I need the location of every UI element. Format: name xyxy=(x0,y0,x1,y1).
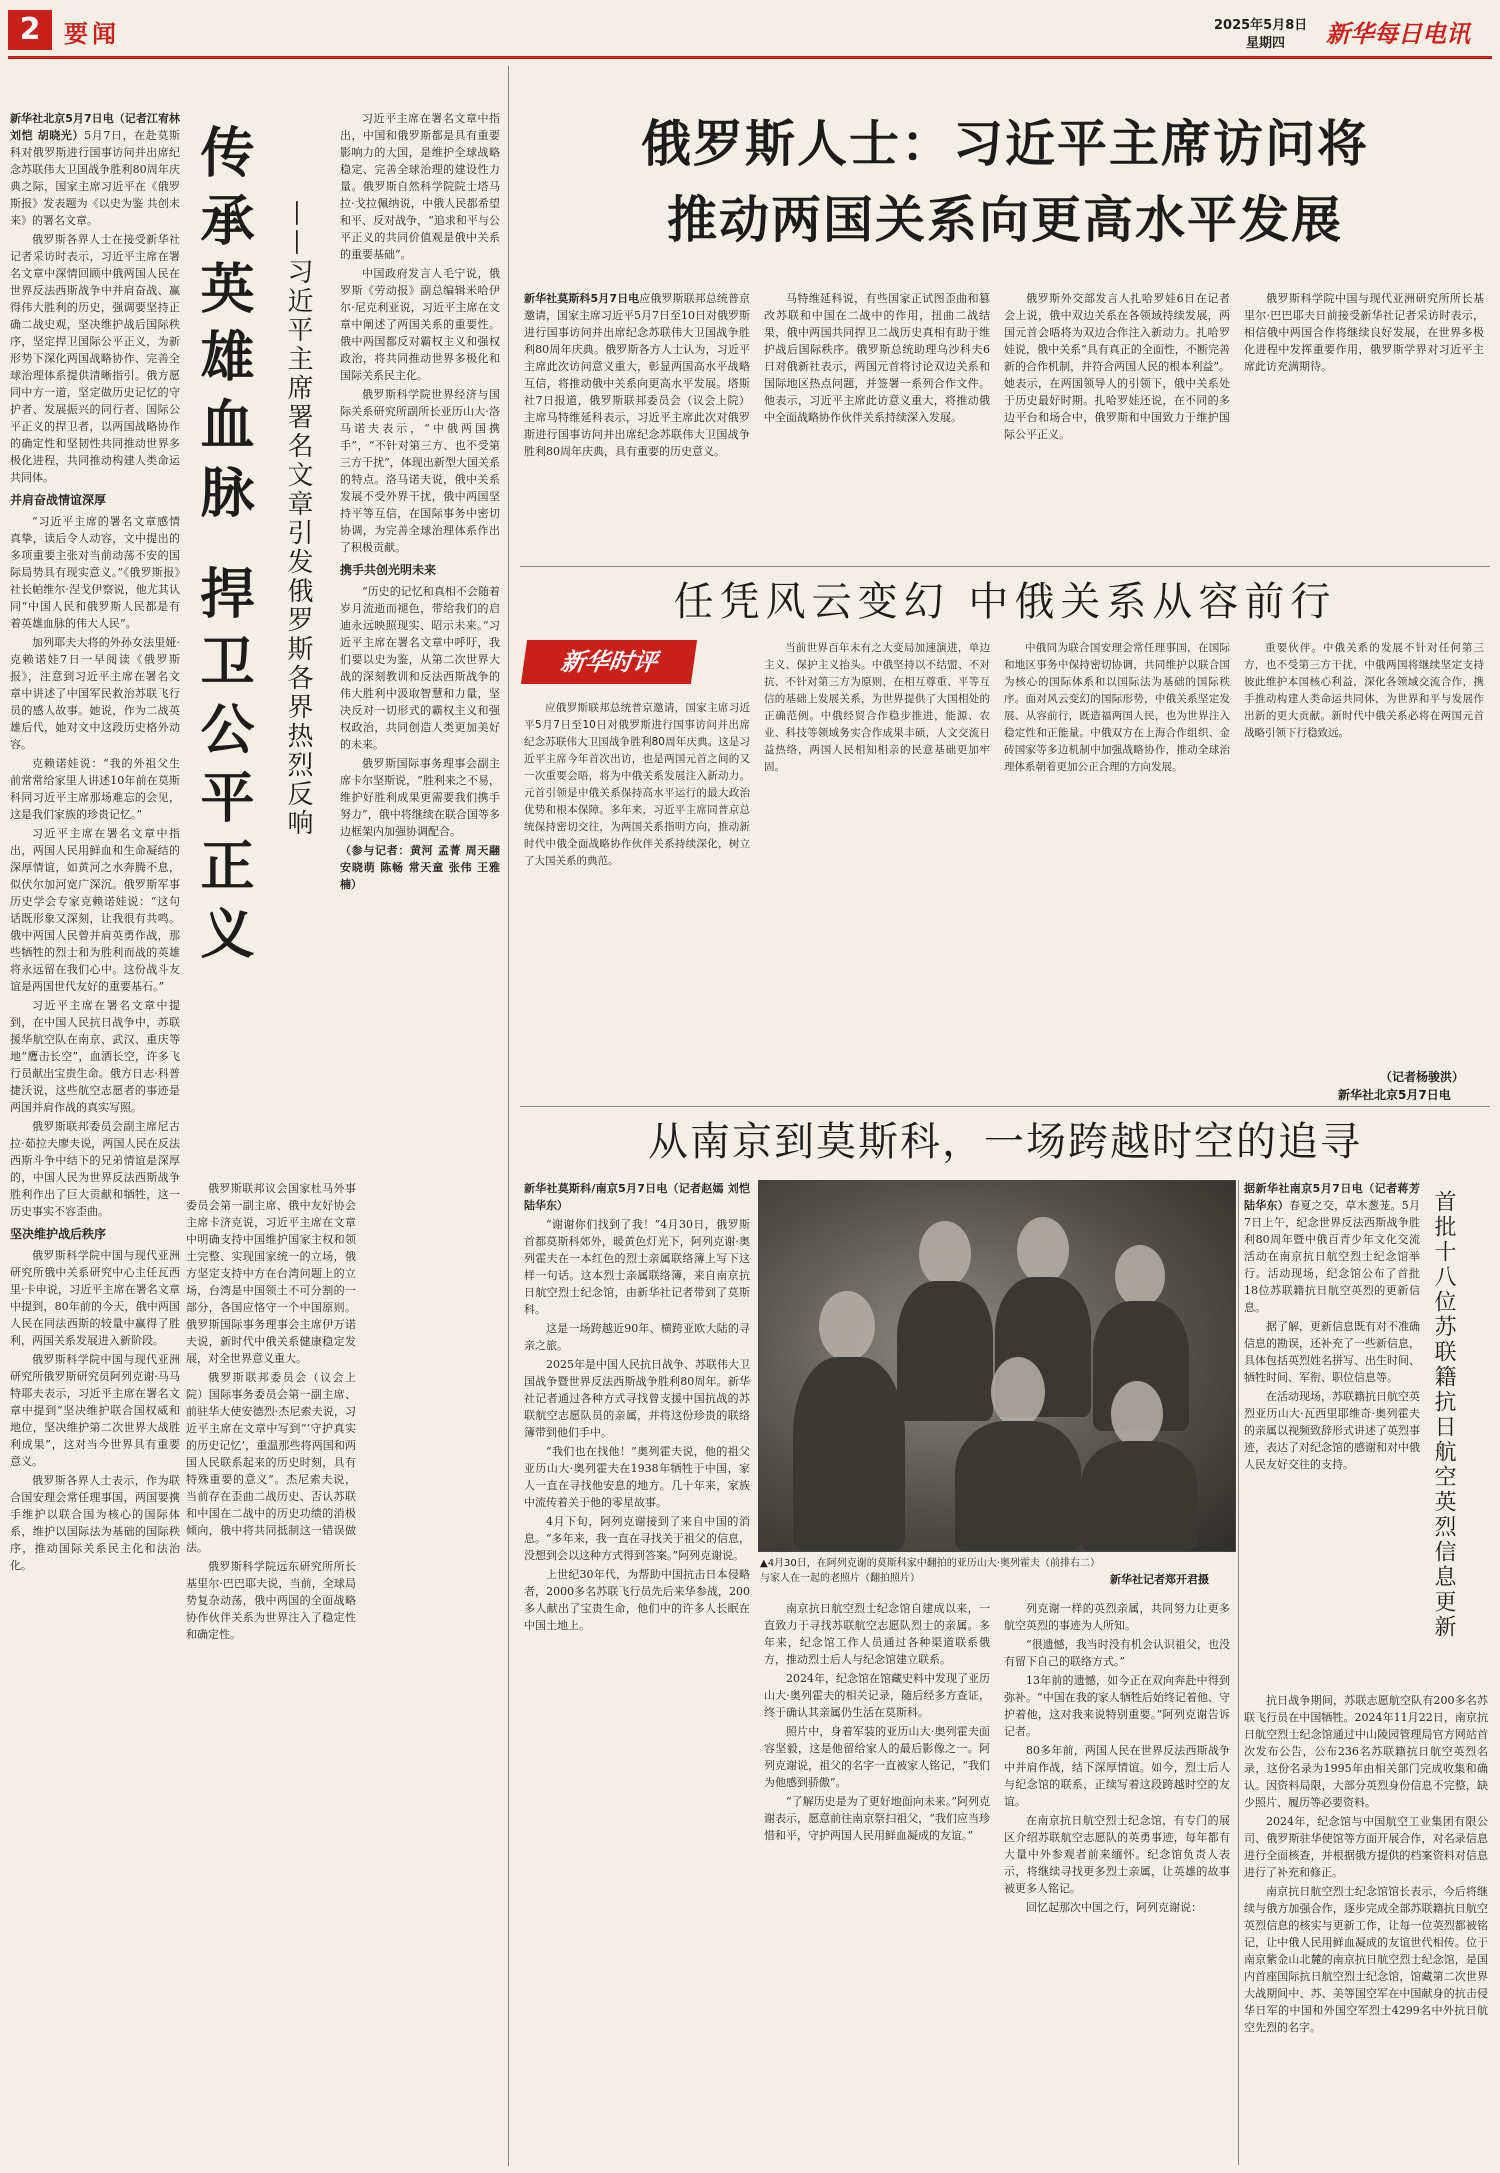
section-name: 要闻 xyxy=(64,20,120,48)
paragraph: “很遗憾，我当时没有机会认识祖父，也没有留下自己的联络方式。” xyxy=(1004,1638,1230,1668)
bottom-article-col1 xyxy=(524,1180,750,2165)
paragraph: 这是一场跨越近90年、横跨亚欧大陆的寻亲之旅。 xyxy=(524,1322,750,1352)
left-article-byline: 新华社北京5月7日电（记者江宥林 刘恺 胡晓光） xyxy=(10,112,180,142)
section-subhead: 并肩奋战情谊深厚 xyxy=(10,493,107,507)
paragraph: “谢谢你们找到了我！”4月30日，俄罗斯首都莫斯科郊外，暖黄色灯光下，阿列克谢·奥列霍夫在一本红色的烈士亲属联络簿上写下这样一句话。这本烈士亲属联络簿，来自南京抗日航空烈士纪念馆，由新华社记者带到了莫斯科。 xyxy=(524,1218,750,1316)
paragraph: 俄罗斯外交部发言人扎哈罗娃6日在记者会上说，俄中双边关系在各领域持续发展，两国元首会晤将为双边合作注入新动力。扎哈罗娃说，俄中关系“具有真正的全面性，不断完善新的合作机制，并符合两国人民的根本利益”。她表示，在两国领导人的引领下，俄中关系处于历史最好时期。扎哈罗娃还说，在不同的多边平台和场合中，俄罗斯和中国致力于维护国际公平正义。 xyxy=(1004,292,1230,441)
paragraph: “习近平主席的署名文章感情真挚，读后令人动容，文中提出的多项重要主张对当前动荡不安的国际局势具有现实意义。”《俄罗斯报》社长帕维尔·涅戈伊察说，他尤其认同“中国人民和俄罗斯人民都是有着英雄血脉的伟大人民”。 xyxy=(10,515,180,630)
commentary-badge-label: 新华时评 xyxy=(559,648,659,676)
commentary-col4 xyxy=(1244,640,1484,1040)
paragraph: 照片中，身着军装的亚历山大·奥列霍夫面容坚毅，这是他留给家人的最后影像之一。阿列克谢说，祖父的名字一直被家人铭记，“我们为他感到骄傲”。 xyxy=(764,1725,990,1789)
paragraph: 2024年，纪念馆与中国航空工业集团有限公司、俄罗斯驻华使馆等方面开展合作，对名录信息进行全面核查，并根据俄方提供的档案资料对信息进行了补充和修正。 xyxy=(1244,1815,1488,1879)
paragraph: 在南京抗日航空烈士纪念馆，有专门的展区介绍苏联航空志愿队的英勇事迹，每年都有大量中外参观者前来缅怀。纪念馆负责人表示，将继续寻找更多烈士亲属，让英雄的故事被更多人铭记。 xyxy=(1004,1814,1230,1895)
paragraph: 当前世界百年未有之大变局加速演进，单边主义、保护主义抬头。中俄坚持以不结盟、不对抗、不针对第三方为原则，在相互尊重、平等互信的基础上发展关系，为世界提供了大国相处的正确范例。中俄经贸合作稳步推进，能源、农业、科技等领域务实合作成果丰硕，人文交流日益热络，两国人民相知相亲的民意基础更加牢固。 xyxy=(764,642,990,773)
page-number-badge xyxy=(8,10,52,50)
contributors-note: （参与记者：黄河 孟菁 周天翮 安晓萌 陈畅 常天童 张伟 王雅楠） xyxy=(340,844,500,891)
paragraph: 南京抗日航空烈士纪念馆馆长表示，今后将继续与俄方加强合作，逐步完成全部苏联籍抗日航空英烈信息的核实与更新工作，让每一位英烈都被铭记，让中俄人民用鲜血凝成的友谊世代相传。位于南京紫金山北麓的南京抗日航空烈士纪念馆，是国内首座国际抗日航空烈士纪念馆，馆藏第二次世界大战期间中、苏、美等国空军在中国献身的抗击侵华日军的中国和外国空军烈士4299名中外抗日航空先烈的名字。 xyxy=(1244,1885,1488,2034)
commentary-col1 xyxy=(524,700,750,1100)
commentary-col3 xyxy=(1004,640,1230,1100)
paragraph: 俄罗斯国际事务理事会副主席卡尔坚斯说，“胜利来之不易，维护好胜利成果更需要我们携手努力”，俄中将继续在联合国等多边框架内加强协调配合。 xyxy=(340,757,500,838)
photo-figure xyxy=(793,1357,905,1551)
top-article-title-line1: 俄罗斯人士：习近平主席访问将 xyxy=(641,114,1369,173)
photo-caption: ▲4月30日，在阿列克谢的莫斯科家中翻拍的亚历山大·奥列霍夫（前排右二）与家人在一起的老照片（翻拍照片） xyxy=(760,1558,1100,1584)
paragraph: 4月下旬，阿列克谢接到了来自中国的消息。“多年来，我一直在寻找关于祖父的信息，没想到会以这种方式得到答案。”阿列克谢说。 xyxy=(524,1515,750,1562)
paragraph: 习近平主席在署名文章中指出，中国和俄罗斯都是具有重要影响力的大国，是维护全球战略稳定、完善全球治理的建设性力量。俄罗斯自然科学院院士塔马拉·戈拉佩纳说，中俄人民都希望和平、反对战争，“追求和平与公平正义的共同价值观是俄中关系的重要基础”。 xyxy=(340,112,500,261)
commentary-signoff-place: 新华社北京5月7日电 xyxy=(1338,1088,1451,1102)
paragraph: 在活动现场，苏联籍抗日航空英烈亚历山大·瓦西里耶维奇·奥列霍夫的亲属以视频致辞形式讲述了英烈事迹，表达了对纪念馆的感谢和对中俄人民友好交往的支持。 xyxy=(1244,1390,1420,1471)
paragraph: 俄罗斯科学院中国与现代亚洲研究所所长基里尔·巴巴耶夫日前接受新华社记者采访时表示，相信俄中两国合作将继续良好发展，在世界多极化进程中发挥重要作用，俄罗斯学界对习近平主席此访充满期待。 xyxy=(1244,292,1484,373)
left-article-lead: 5月7日，在赴莫斯科对俄罗斯进行国事访问并出席纪念苏联伟大卫国战争胜利80周年庆典之际，国家主席习近平在《俄罗斯报》发表题为《以史为鉴 共创未来》的署名文章。 xyxy=(10,129,180,227)
paragraph: 据了解，更新信息既有对不准确信息的勘误，还补充了一些新信息，具体包括英烈姓名拼写、出生时间、牺牲时间、军衔、职位信息等。 xyxy=(1244,1320,1420,1384)
paragraph: 加列耶夫大将的外孙女法里娅·克赖诺娃7日一早阅读《俄罗斯报》，注意到习近平主席在署名文章中讲述了中国军民救治苏联飞行员的感人故事。她说，作为二战英雄后代，她对文中这段历史格外动容。 xyxy=(10,636,180,751)
top-article-col2 xyxy=(764,290,990,560)
bottom-article-col3 xyxy=(1004,1600,1230,2165)
paragraph: 2025年是中国人民抗日战争、苏联伟大卫国战争暨世界反法西斯战争胜利80周年。新华社记者通过各种方式寻找曾支援中国抗战的苏联航空志愿队员的亲属，并将这份珍贵的联络簿带到他们手中。 xyxy=(524,1358,750,1439)
paragraph: 习近平主席在署名文章中指出，两国人民用鲜血和生命凝结的深厚情谊，如黄河之水奔腾不息，似伏尔加河宽广深沉。俄罗斯军事历史学会专家克赖诺娃说：“这句话既形象又深刻，让我很有共鸣。俄中两国人民曾并肩英勇作战，那些牺牲的烈士和为胜利而战的英雄将永远留在我们心中。这份战斗友谊是两国世代友好的重要基石。” xyxy=(10,827,180,993)
paragraph: 习近平主席在署名文章中提到，在中国人民抗日战争中，苏联援华航空队在南京、武汉、重庆等地“鹰击长空”，血洒长空，许多飞行员献出宝贵生命。俄方日志·科普捷沃说，这些航空志愿者的事迹是两国并肩作战的真实写照。 xyxy=(10,999,180,1114)
paragraph: 抗日战争期间，苏联志愿航空队有200多名苏联飞行员在中国牺牲。2024年11月22日，南京抗日航空烈士纪念馆通过中山陵园管理局官方网站首次发布公告，公布236名苏联籍抗日航空英烈名录，这份名录为1995年由相关部门完成收集和确认。因资料局限，大部分英烈身份信息不完整，缺少照片、履历等必要资料。 xyxy=(1244,1694,1488,1809)
photo-figure xyxy=(819,1291,875,1361)
left-article-subtitle xyxy=(278,200,322,1060)
top-article-title-line2: 推动两国关系向更高水平发展 xyxy=(667,190,1343,249)
paragraph: 春夏之交，草木葱茏。5月7日上午，纪念世界反法西斯战争胜利80周年暨中俄百青少年文化交流活动在南京抗日航空烈士纪念馆举行。活动现场，纪念馆公布了首批18位苏联籍抗日航空英烈的更新信息。 xyxy=(1244,1199,1420,1314)
photo-figure xyxy=(1081,1441,1197,1551)
bottom-article-byline: 新华社莫斯科/南京5月7日电（记者赵嫣 刘恺 陆华东） xyxy=(524,1182,750,1212)
right-article-col-upper xyxy=(1244,1180,1420,1690)
left-article-title xyxy=(186,124,276,1174)
issue-date: 2025年5月8日 xyxy=(1214,18,1308,33)
paragraph: 列克谢一样的英烈亲属，共同努力让更多航空英烈的事迹为人所知。 xyxy=(1004,1602,1230,1632)
bottom-article-col2 xyxy=(764,1600,990,2165)
bottom-article-headline: 从南京到莫斯科，一场跨越时空的追寻 xyxy=(648,1119,1362,1165)
paragraph: 应俄罗斯联邦总统普京邀请，国家主席习近平5月7日至10日对俄罗斯进行国事访问并出席纪念苏联伟大卫国战争胜利80周年庆典。这是习近平主席今年首次出访，也是两国元首之间的又一次重要会晤，将为中俄关系发展注入新动力。元首引领是中俄关系保持高水平运行的最大政治优势和根本保障。多年来，习近平主席同普京总统保持密切交往，为两国关系指明方向，推动新时代中俄全面战略协作伙伴关系持续深化，树立了大国关系的典范。 xyxy=(524,702,750,867)
top-article-dateline: 新华社莫斯科5月7日电 xyxy=(524,292,640,305)
commentary-headline: 任凭风云变幻 中俄关系从容前行 xyxy=(673,579,1337,625)
header-bar xyxy=(8,8,1492,52)
top-article-col4 xyxy=(1244,290,1484,560)
photo-credit: 新华社记者郑开君摄 xyxy=(1110,1573,1209,1586)
right-article-title-box xyxy=(1428,1190,1490,1660)
paragraph: 2024年，纪念馆在馆藏史料中发现了亚历山大·奥列霍夫的相关记录，随后经多方查证，终于确认其亲属仍生活在莫斯科。 xyxy=(764,1672,990,1719)
paragraph: 南京抗日航空烈士纪念馆自建成以来，一直致力于寻找苏联航空志愿队烈士的亲属。多年来，纪念馆工作人员通过各种渠道联系俄方，推动烈士后人与纪念馆建立联系。 xyxy=(764,1602,990,1666)
left-article-subtitle-text: ——习近平主席署名文章引发俄罗斯各界热烈反响 xyxy=(283,200,313,838)
left-article-col2 xyxy=(340,110,500,2160)
paragraph: 俄罗斯联邦议会国家杜马外事委员会第一副主席、俄中友好协会主席卡济克说，习近平主席在文章中明确支持中国维护国家主权和领土完整、实现国家统一的立场，俄方坚定支持中方在台湾问题上的立场，台湾是中国领土不可分割的一部分，各国应恪守一个中国原则。俄罗斯国际事务理事会主席伊万诺夫说，新时代中俄关系健康稳定发展，对全世界意义重大。 xyxy=(186,1182,356,1365)
paragraph: 回忆起那次中国之行，阿列克谢说： xyxy=(1026,1901,1202,1914)
paragraph: 13年前的遗憾，如今正在双向奔赴中得到弥补。“中国在我的家人牺牲后始终记着他、守护着他，这对我来说特别重要。”阿列克谢告诉记者。 xyxy=(1004,1674,1230,1738)
photo-figure xyxy=(1111,1381,1163,1447)
masthead-logo: 新华每日电讯 xyxy=(1326,19,1470,48)
paragraph: 俄罗斯科学院中国与现代亚洲研究所俄罗斯研究员阿列克谢·马马特耶夫表示，习近平主席在署名文章中提到“坚决维护联合国权威和地位，坚决维护第二次世界大战胜利成果”，这对当今世界具有重要意义。 xyxy=(10,1353,180,1468)
paragraph: 马特维延科说，有些国家正试图歪曲和篡改苏联和中国在二战中的作用，扭曲二战结果，俄中两国共同捍卫二战历史真相有助于维护战后国际秩序。俄罗斯总统助理乌沙科夫6日对俄新社表示，两国元首将讨论双边关系和国际地区热点问题，并签署一系列合作文件。他表示，习近平主席此访意义重大，将推动俄中全面战略协作伙伴关系持续深入发展。 xyxy=(764,292,990,424)
paragraph: 俄罗斯各界人士表示，作为联合国安理会常任理事国，两国要携手维护以联合国为核心的国际体系，维护以国际法为基础的国际秩序，推动国际关系民主化和法治化。 xyxy=(10,1474,180,1572)
section-subhead: 坚决维护战后秩序 xyxy=(10,1227,107,1241)
photo-figure xyxy=(1017,1217,1069,1283)
paragraph: “了解历史是为了更好地面向未来。”阿列克谢表示，愿意前往南京祭扫祖父，“我们应当珍惜和平，守护两国人民用鲜血凝成的友谊。” xyxy=(764,1795,990,1842)
commentary-badge xyxy=(521,640,697,684)
paragraph: 中国政府发言人毛宁说，俄罗斯《劳动报》副总编辑米哈伊尔·尼克利亚说，习近平主席在文章中阐述了两国关系的重要性。俄中两国都反对霸权主义和强权政治，将共同推动世界多极化和国际关系民主化。 xyxy=(340,267,500,382)
paragraph: 上世纪30年代，为帮助中国抗击日本侵略者，2000多名苏联飞行员先后来华参战，200多人献出了宝贵生命，他们中的许多人长眠在中国土地上。 xyxy=(524,1568,750,1632)
photo-figure xyxy=(919,1221,971,1287)
section-subhead: 携手共创光明未来 xyxy=(340,563,437,577)
photo-figure xyxy=(991,1357,1045,1427)
top-article-headline xyxy=(520,110,1490,254)
right-article-byline: 据新华社南京5月7日电（记者蒋芳 陆华东） xyxy=(1244,1182,1420,1212)
left-article-headline: 传承英雄血脉 捍卫公平正义 xyxy=(192,124,256,973)
right-article-headline: 首批十八位苏联籍抗日航空英烈信息更新 xyxy=(1431,1190,1456,1640)
paragraph: “历史的记忆和真相不会随着岁月流逝而褪色，带给我们的启迪永远映照现实、昭示未来。”习近平主席在署名文章中呼吁，我们要以史为鉴，从第二次世界大战的深刻教训和反法西斯战争的伟大胜利中汲取智慧和力量，坚决反对一切形式的霸权主义和强权政治，共同创造人类更加美好的未来。 xyxy=(340,585,500,751)
paragraph: “我们也在找他！”奥列霍夫说，他的祖父亚历山大·奥列霍夫在1938年牺牲于中国，家人一直在寻找他安息的地方。几十年来，家族中流传着关于他的零星故事。 xyxy=(524,1445,750,1509)
paragraph: 俄罗斯科学院远东研究所所长基里尔·巴巴耶夫说，当前，全球局势复杂动荡，俄中两国的全面战略协作伙伴关系为世界注入了稳定性和确定性。 xyxy=(186,1560,356,1641)
paragraph: 俄罗斯科学院中国与现代亚洲研究所俄中关系研究中心主任瓦西里·卡申说，习近平主席在署名文章中提到，80年前的今天，俄中两国人民在同法西斯的较量中赢得了胜利，两国关系发展进入新阶段。 xyxy=(10,1249,180,1347)
paragraph: 俄罗斯联邦委员会副主席尼古拉·茹拉夫廖夫说，两国人民在反法西斯斗争中结下的兄弟情谊是深厚的，中国人民为世界反法西斯战争胜利作出了巨大贡献和牺牲，这一历史事实不容歪曲。 xyxy=(10,1120,180,1218)
paragraph: 克赖诺娃说：“我的外祖父生前常常给家里人讲述10年前在莫斯科同习近平主席那场难忘的会见，这是我们家族的珍贵记忆。” xyxy=(10,757,180,821)
section-divider xyxy=(520,1106,1490,1107)
left-article-col3 xyxy=(186,1180,356,2160)
paragraph: 俄罗斯科学院世界经济与国际关系研究所副所长亚历山大·洛马诺夫表示，“中俄两国携手”，“不针对第三方、也不受第三方干扰”，体现出新型大国关系的特点。洛马诺夫说，俄中关系发展不受外界干扰，俄中两国坚持平等互信，在国际事务中密切协调，为完善全球治理体系作出了积极贡献。 xyxy=(340,388,500,554)
commentary-signoff-author: （记者杨骏洪） xyxy=(1380,1070,1465,1084)
historical-family-photo xyxy=(758,1180,1236,1552)
page-number: 2 xyxy=(19,12,41,47)
paragraph: 80多年前，两国人民在世界反法西斯战争中并肩作战，结下深厚情谊。如今，烈士后人与纪念馆的联系，正续写着这段跨越时空的友谊。 xyxy=(1004,1744,1230,1808)
photo-figure xyxy=(897,1281,993,1421)
top-article-col1 xyxy=(524,290,750,560)
issue-weekday: 星期四 xyxy=(1246,36,1286,51)
paragraph: 应俄罗斯联邦总统普京邀请，国家主席习近平5月7日至10日对俄罗斯进行国事访问并出席纪念苏联伟大卫国战争胜利80周年庆典。俄罗斯各方人士认为，习近平主席此次访问意义重大，彰显两国高水平战略互信，将推动俄中关系向更高水平发展。塔斯社7日报道，俄罗斯联邦委员会（议会上院）主席马特维延科表示，习近平主席此次对俄罗斯进行国事访问并出席纪念苏联伟大卫国战争胜利80周年庆典，具有重要的历史意义。 xyxy=(524,292,750,458)
paragraph: 俄罗斯联邦委员会（议会上院）国际事务委员会第一副主席、前驻华大使安德烈·杰尼索夫说，习近平主席在文章中写到“‘守护真实的历史记忆’，重温那些将两国和两国人民联系起来的历史时刻，具有特殊重要的意义”。杰尼索夫说，当前存在歪曲二战历史、否认苏联和中国在二战中的历史功绩的消极倾向，俄中将共同抵制这一错误做法。 xyxy=(186,1371,356,1554)
paragraph: 重要伙伴。中俄关系的发展不针对任何第三方，也不受第三方干扰，中俄两国将继续坚定支持彼此维护本国核心利益，深化各领域交流合作，携手推动构建人类命运共同体，为世界和平与发展作出新的更大贡献。新时代中俄关系必将在两国元首战略引领下行稳致远。 xyxy=(1244,642,1484,739)
column-divider xyxy=(508,66,509,2166)
commentary-col2 xyxy=(764,640,990,1100)
left-article-col1 xyxy=(10,110,180,2160)
paragraph: 俄罗斯各界人士在接受新华社记者采访时表示，习近平主席在署名文章中深情回顾中俄两国人民在世界反法西斯战争中并肩奋战、赢得伟大胜利的历史，强调要坚持正确二战史观，坚决维护战后国际秩序，坚定捍卫国际公平正义，为新形势下深化两国战略协作、完善全球治理体系提供清晰指引。俄方愿同中方一道，坚定做历史记忆的守护者、发展振兴的同行者、国际公平正义的捍卫者，以两国战略协作的确定性和坚韧性共同推动世界多极化进程，共同推动构建人类命运共同体。 xyxy=(10,233,180,484)
paragraph: 中俄同为联合国安理会常任理事国，在国际和地区事务中保持密切协调，共同维护以联合国为核心的国际体系和以国际法为基础的国际秩序。面对风云变幻的国际形势，中俄关系坚定发展、从容前行，既造福两国人民，也为世界注入稳定性和正能量。中俄双方在上海合作组织、金砖国家等多边机制中加强战略协作，推动全球治理体系朝着更加公正合理的方向发展。 xyxy=(1004,642,1230,773)
photo-figure xyxy=(1115,1245,1165,1307)
section-divider xyxy=(520,566,1490,567)
top-article-col3 xyxy=(1004,290,1230,560)
column-divider xyxy=(1238,1180,1239,2165)
right-article-col-lower xyxy=(1244,1692,1488,2162)
photo-figure xyxy=(955,1421,1081,1551)
header-rule xyxy=(8,56,1492,59)
